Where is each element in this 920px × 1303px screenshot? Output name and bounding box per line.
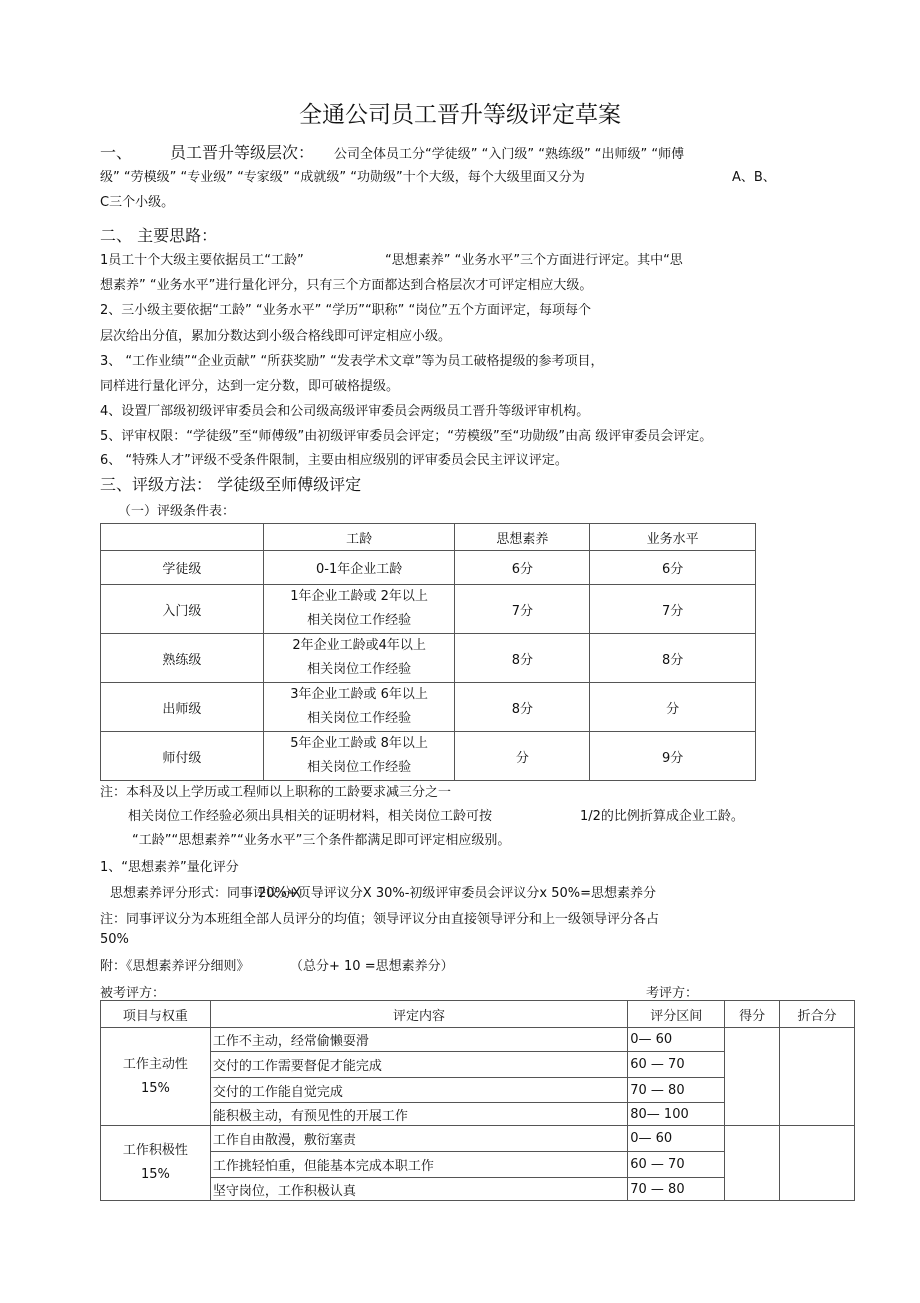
header-cell: 得分 (725, 1001, 780, 1028)
header-cell: 项目与权重 (101, 1001, 211, 1028)
formula-b: 20%+页导评议分X 30%-初级评审委员会评议分x 50%=思想素养分 (258, 886, 657, 901)
s1-line2: 级” “劳模级” “专业级” “专家级” “成就级” “功勋级”十个大级，每个大级里面又分为 (100, 170, 585, 185)
s2-line: 3、 “工作业绩”“企业贡献” “所获奖励” “发表学术文章”等为员工破格提级的参考项目， (100, 354, 604, 369)
note-2a: 相关岗位工作经验必须出具相关的证明材料，相关岗位工龄可按 (128, 809, 493, 824)
item-weight: 15% (140, 1167, 170, 1182)
s2-line: 5、评审权限：“学徒级”至“师傅级”由初级评审委员会评定；“劳模级”至“功勋级”由高 级评审委员会评定。 (100, 429, 713, 444)
cell-line: 5年企业工龄或 8年以上 (290, 736, 428, 751)
s3-subtitle: （一）评级条件表： (118, 504, 236, 519)
s2-line: “思想素养” “业务水平”三个方面进行评定。其中“思 (385, 253, 683, 268)
cell: 8分 (455, 683, 590, 732)
cell: 分 (590, 683, 756, 732)
header-cell: 工龄 (263, 524, 455, 551)
cell: 7分 (590, 585, 756, 634)
cell-line: 相关岗位工作经验 (307, 662, 412, 677)
range-cell: 60 — 70 (628, 1052, 725, 1078)
table-row (101, 585, 756, 634)
range-cell: 70 — 80 (628, 1078, 725, 1103)
s2-line: 想素养” “业务水平”进行量化评分，只有三个方面都达到合格层次才可评定相应大级。 (100, 278, 593, 293)
cell (263, 683, 455, 732)
header-cell: 业务水平 (590, 524, 756, 551)
s2-title: 二、 主要思路： (100, 226, 218, 245)
cell: 熟练级 (101, 634, 264, 683)
s2-line: 1员工十个大级主要依据员工“工龄” (100, 253, 304, 268)
scoring-table (100, 1000, 855, 1201)
cell: 入门级 (101, 585, 264, 634)
cell (263, 585, 455, 634)
criteria-cell: 交付的工作需要督促才能完成 (210, 1052, 627, 1078)
cell: 出师级 (101, 683, 264, 732)
cell: 6分 (455, 551, 590, 585)
item-name: 工作主动性 (122, 1056, 188, 1072)
cell: 8分 (590, 634, 756, 683)
cell: 9分 (590, 732, 756, 781)
note-1: 注：本科及以上学历或工程师以上职称的工龄要求减三分之一 (100, 785, 452, 800)
appendix-a: 附：《思想素养评分细则》 (100, 959, 250, 974)
note-3: “工龄”“思想素养”“业务水平”三个条件都满足即可评定相应级别。 (132, 833, 511, 848)
header-cell: 评分区间 (628, 1001, 725, 1028)
item-weight: 15% (140, 1080, 170, 1096)
cell-line: 相关岗位工作经验 (307, 760, 412, 775)
criteria-cell: 交付的工作能自觉完成 (210, 1078, 627, 1103)
score-cell (725, 1028, 780, 1126)
table-row (101, 551, 756, 585)
cell-line: 相关岗位工作经验 (307, 711, 412, 726)
s1-number: 一、 (100, 143, 133, 162)
evaluatee-label: 被考评方： (100, 986, 166, 1001)
cell (263, 732, 455, 781)
s1-line3: C三个小级。 (100, 195, 175, 210)
s2-line: 6、 “特殊人才”评级不受条件限制，主要由相应级别的评审委员会民主评议评定。 (100, 453, 568, 468)
criteria-cell: 工作自由散漫，敷衍塞责 (210, 1126, 627, 1152)
note-4-cont: 50% (100, 932, 129, 947)
item-cell (101, 1126, 211, 1201)
note-2b: 1/2的比例折算成企业工龄。 (580, 809, 744, 824)
weighted-score-cell (780, 1028, 855, 1126)
score-cell (725, 1126, 780, 1201)
cell: 学徒级 (101, 551, 264, 585)
header-cell: 思想素养 (455, 524, 590, 551)
s1-line2b: A、B、 (732, 170, 776, 185)
range-cell: 0— 60 (628, 1126, 725, 1152)
table-row (101, 1028, 855, 1052)
cell: 6分 (590, 551, 756, 585)
s2-line: 同样进行量化评分，达到一定分数，即可破格提级。 (100, 379, 400, 394)
cell: 8分 (455, 634, 590, 683)
table-header-row (101, 1001, 855, 1028)
s2-line: 层次给出分值，累加分数达到小级合格线即可评定相应小级。 (100, 329, 452, 344)
table-row (101, 634, 756, 683)
s1-title: 员工晋升等级层次： (170, 143, 315, 162)
s3-title: 三、评级方法： 学徒级至师傅级评定 (100, 475, 362, 494)
cell-line: 3年企业工龄或 6年以上 (290, 687, 428, 702)
item-name: 工作积极性 (122, 1143, 188, 1158)
table-header-row (101, 524, 756, 551)
table-row (101, 1126, 855, 1152)
header-cell: 评定内容 (210, 1001, 627, 1028)
cell: 7分 (455, 585, 590, 634)
doc-title: 全通公司员工晋升等级评定草案 (299, 102, 621, 128)
appendix-b: （总分+ 10 =思想素养分） (290, 959, 454, 974)
cell-line: 1年企业工龄或 2年以上 (290, 589, 428, 604)
s2-line: 4、设置厂部级初级评审委员会和公司级高级评审委员会两级员工晋升等级评审机构。 (100, 404, 590, 419)
cell: 分 (455, 732, 590, 781)
criteria-table (100, 523, 756, 781)
header-cell (101, 524, 264, 551)
cell: 师付级 (101, 732, 264, 781)
header-cell: 折合分 (780, 1001, 855, 1028)
weighted-score-cell (780, 1126, 855, 1201)
range-cell: 70 — 80 (628, 1178, 725, 1201)
cell-line: 相关岗位工作经验 (307, 613, 412, 628)
range-cell: 80— 100 (628, 1103, 725, 1126)
criteria-cell: 工作不主动，经常偷懒耍滑 (210, 1028, 627, 1052)
cell (263, 634, 455, 683)
note-4: 注：同事评议分为本班组全部人员评分的均值；领导评议分由直接领导评分和上一级领导评分各占 (100, 912, 660, 927)
quant-heading: 1、“思想素养”量化评分 (100, 860, 239, 875)
table-row (101, 732, 756, 781)
cell-line: 2年企业工龄或4年以上 (292, 638, 426, 653)
s1-line1: 公司全体员工分“学徒级” “入门级” “熟练级” “出师级” “师傅 (334, 147, 685, 162)
evaluator-label: 考评方： (646, 986, 699, 1001)
item-cell (101, 1028, 211, 1126)
criteria-cell: 工作挑轻怕重，但能基本完成本职工作 (210, 1152, 627, 1178)
criteria-cell: 坚守岗位，工作积极认真 (210, 1178, 627, 1201)
range-cell: 0— 60 (628, 1028, 725, 1052)
table-row (101, 683, 756, 732)
criteria-cell: 能积极主动，有预见性的开展工作 (210, 1103, 627, 1126)
formula-a: 思想素养评分形式：同事评议分X (110, 886, 301, 901)
s2-line: 2、三小级主要依据“工龄” “业务水平” “学历”“职称” “岗位”五个方面评定，每项每个 (100, 303, 592, 318)
cell: 0-1年企业工龄 (263, 551, 455, 585)
range-cell: 60 — 70 (628, 1152, 725, 1178)
